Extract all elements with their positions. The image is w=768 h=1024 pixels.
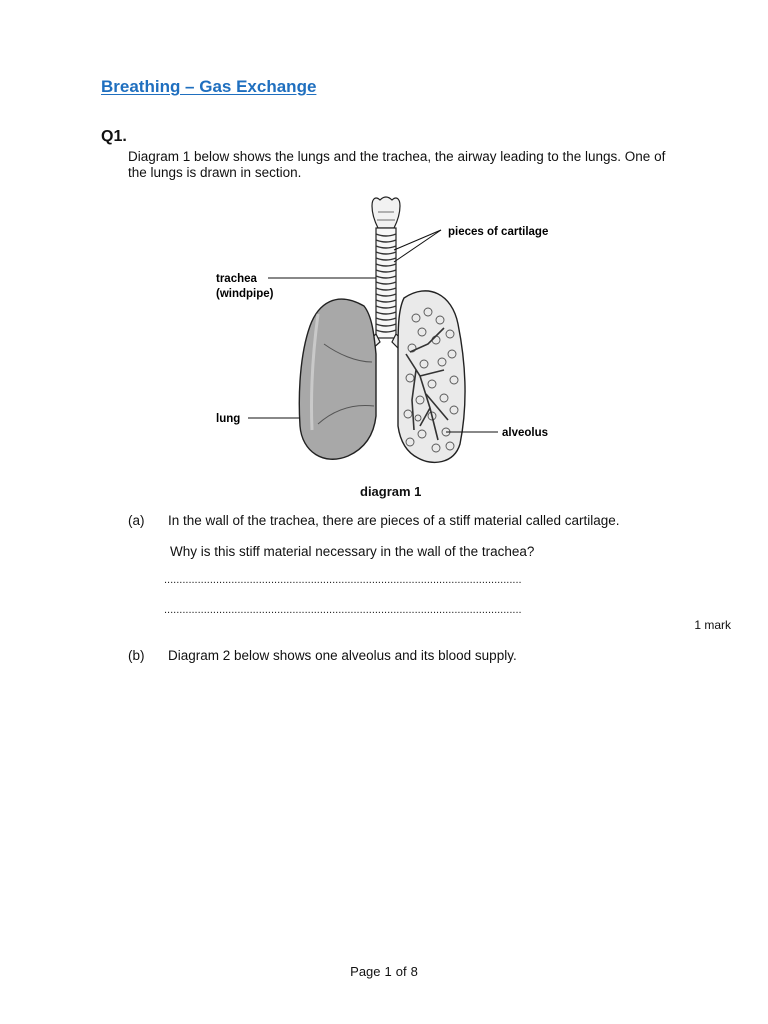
page-word: Page xyxy=(350,964,381,979)
part-b-letter: (b) xyxy=(128,648,145,663)
intro-line-2: the lungs is drawn in section. xyxy=(128,165,302,180)
label-windpipe: (windpipe) xyxy=(216,288,274,300)
page-footer xyxy=(0,964,768,979)
answer-line-1[interactable]: ..................................................................................................................... xyxy=(164,574,522,586)
question-intro xyxy=(128,149,718,181)
page-title: Breathing – Gas Exchange xyxy=(101,77,317,96)
left-lung-shape xyxy=(299,299,376,459)
page-total: 8 xyxy=(410,964,418,979)
intro-line-1: Diagram 1 below shows the lungs and the trachea, the airway leading to the lungs. One of xyxy=(128,149,666,164)
label-lung: lung xyxy=(216,413,241,425)
part-a-letter: (a) xyxy=(128,513,145,528)
marks-label: 1 mark xyxy=(694,618,731,632)
label-trachea: trachea xyxy=(216,273,257,285)
part-a-text: In the wall of the trachea, there are pieces of a stiff material called cartilage. xyxy=(168,513,620,528)
label-cartilage: pieces of cartilage xyxy=(448,226,549,238)
question-number: Q1. xyxy=(101,128,127,145)
label-alveolus: alveolus xyxy=(502,427,549,439)
trachea-shape xyxy=(376,228,396,338)
of-word: of xyxy=(395,964,407,979)
page-current: 1 xyxy=(384,964,392,979)
part-b-text: Diagram 2 below shows one alveolus and its blood supply. xyxy=(168,648,517,663)
larynx-shape xyxy=(372,197,400,228)
right-lung-section xyxy=(398,291,465,462)
answer-line-2[interactable]: ..................................................................................................................... xyxy=(164,604,522,616)
diagram-caption: diagram 1 xyxy=(360,484,422,499)
lungs-diagram xyxy=(206,194,566,469)
part-a-question: Why is this stiff material necessary in the wall of the trachea? xyxy=(170,544,535,559)
